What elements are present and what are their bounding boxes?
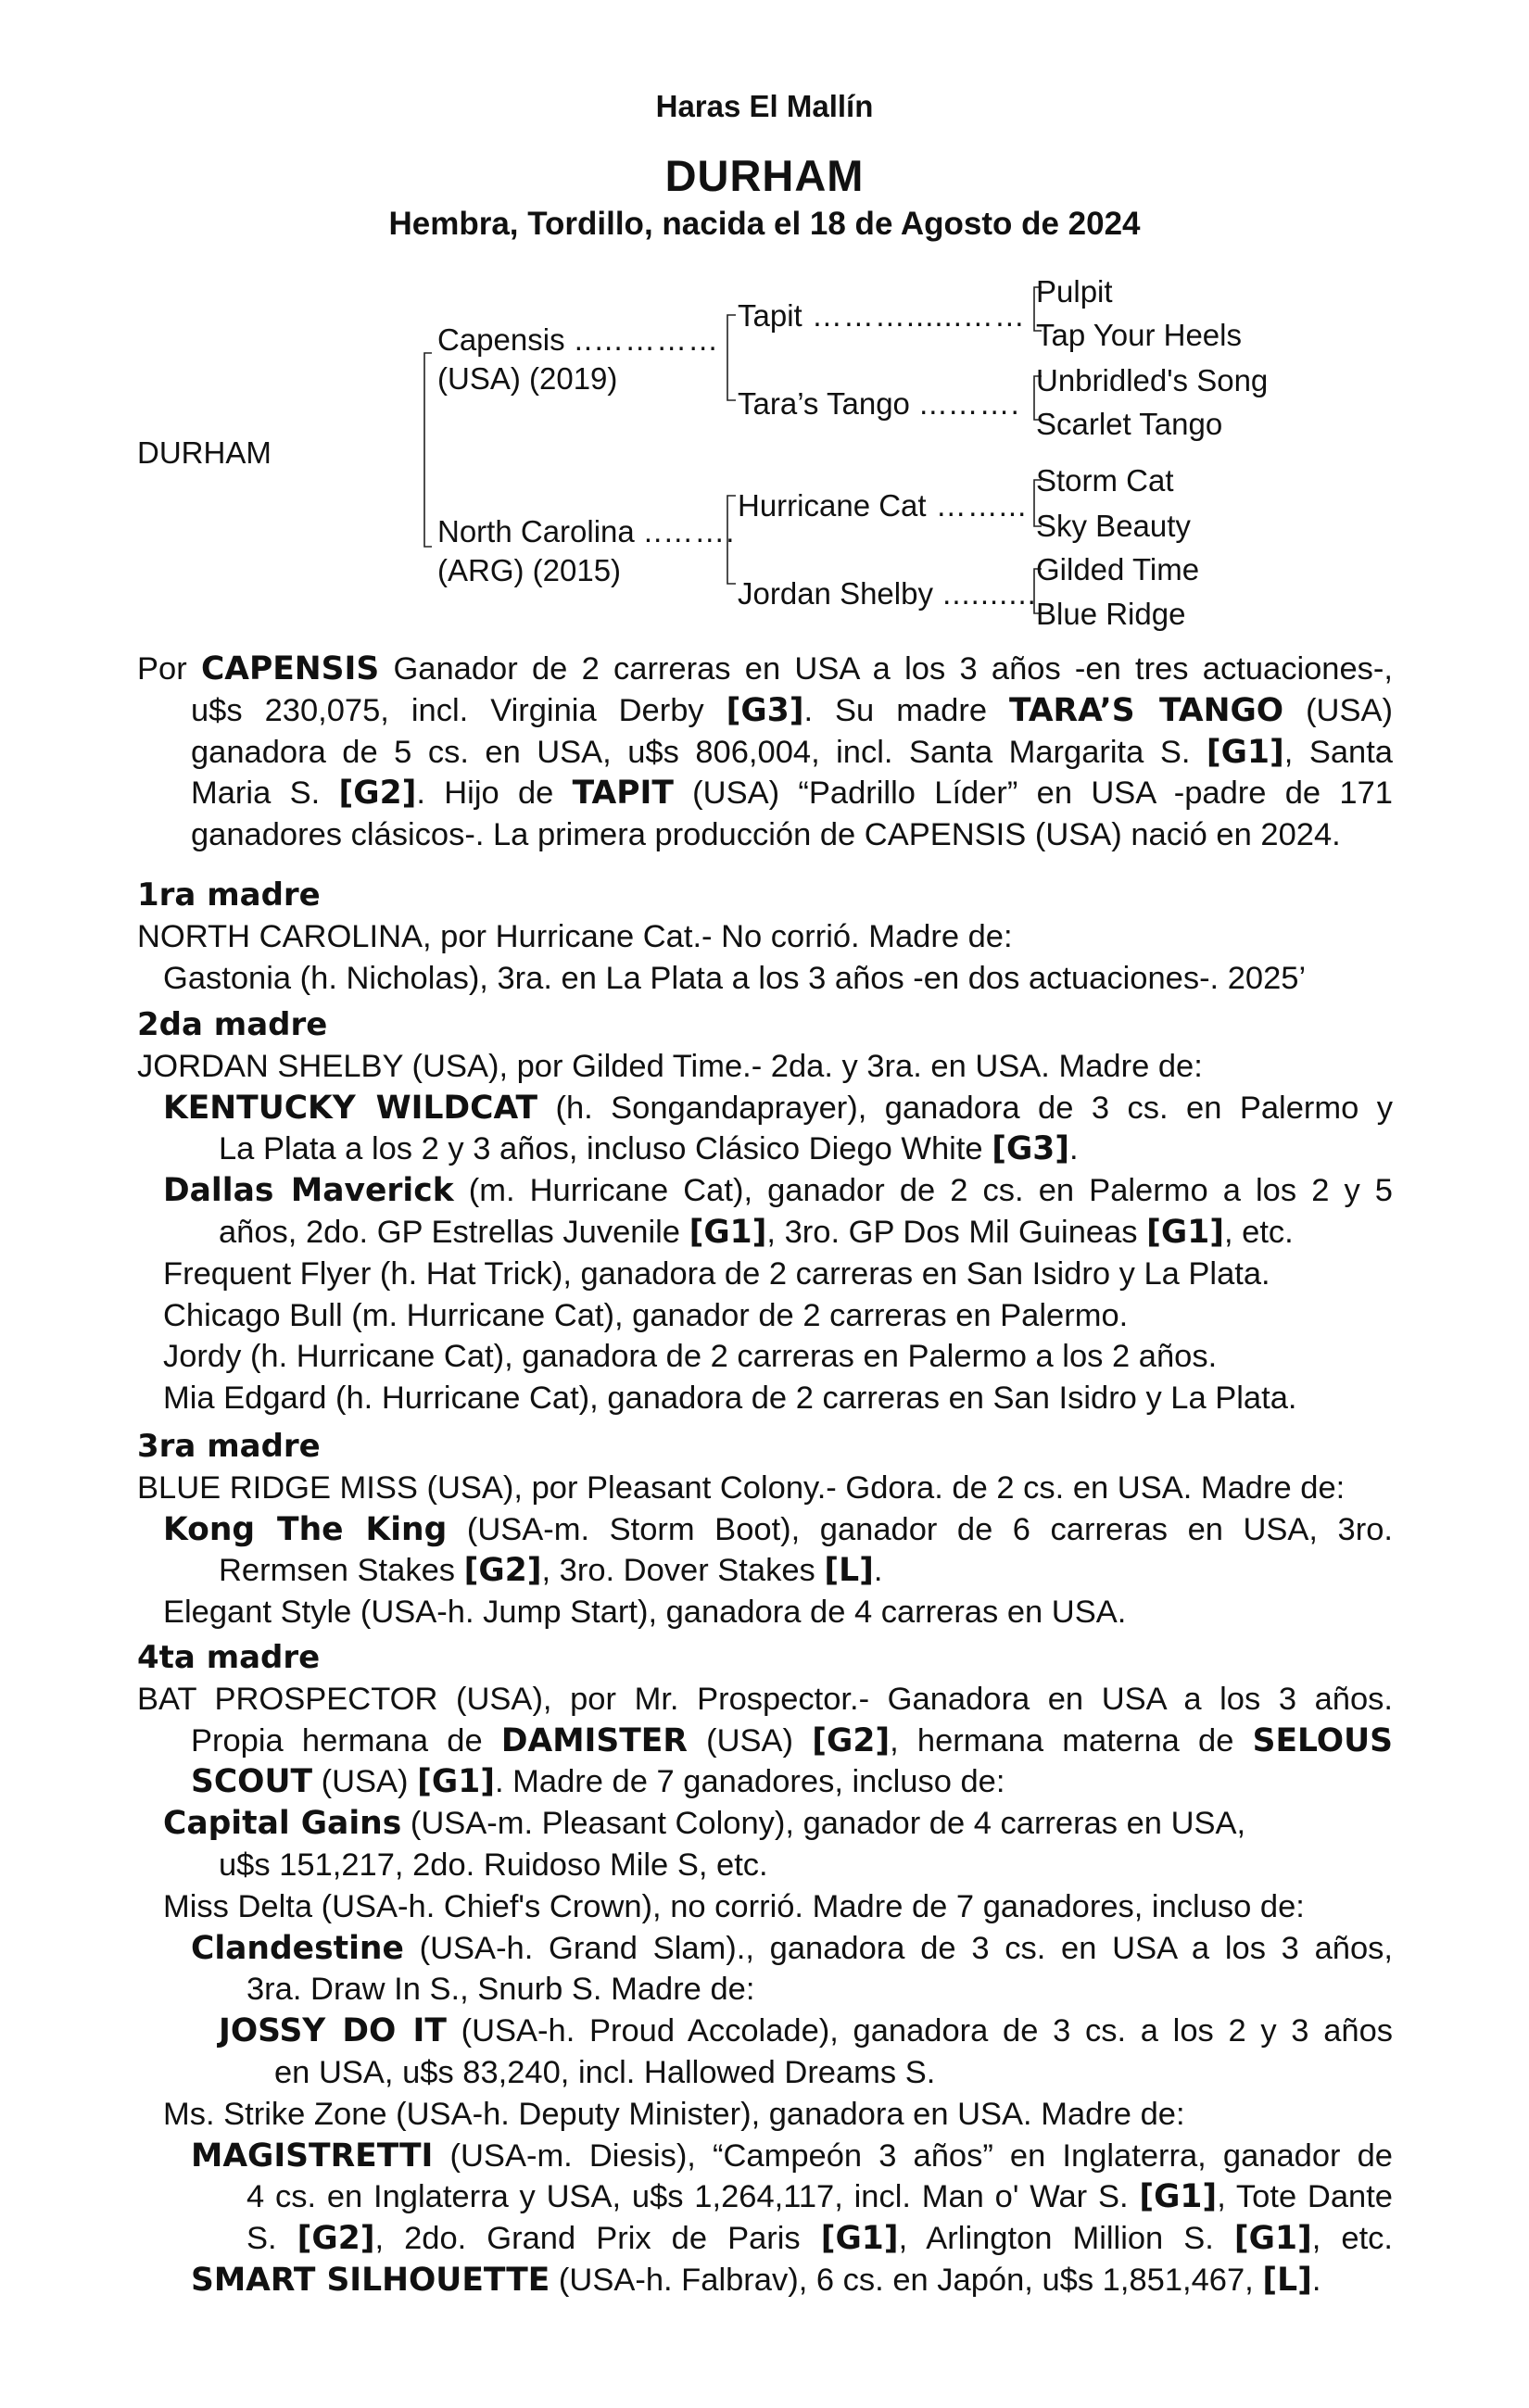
produce-line: Mia Edgard (h. Hurricane Cat), ganadora de 2 carreras en San Isidro y La Plata. xyxy=(163,1381,1297,1417)
pedigree-great-grandparent: Gilded Time xyxy=(1036,552,1200,586)
pedigree-dam-origin: (ARG) (2015) xyxy=(437,553,622,587)
section-heading: 1ra madre xyxy=(137,876,321,914)
grandparent-name: Tapit xyxy=(738,298,802,333)
breeder-name: Haras El Mallín xyxy=(655,89,874,123)
pedigree-dam: North Carolina ..……. xyxy=(437,514,736,548)
section-heading: 4ta madre xyxy=(137,1639,321,1676)
pedigree-grandparent: Jordan Shelby .......... xyxy=(738,576,1037,611)
section-heading: 2da madre xyxy=(137,1006,328,1043)
first-dam-section xyxy=(137,875,1393,999)
produce-line: 4 cs. en Inglaterra y USA, u$s 1,264,117, incl. Man o' War S. [G1], Tote Dante xyxy=(246,2178,1393,2216)
grandparent-name: Tara’s Tango xyxy=(738,386,910,421)
second-dam-section xyxy=(137,1004,1393,1419)
produce-line: Miss Delta (USA-h. Chief's Crown), no corrió. Madre de 7 ganadores, incluso de: xyxy=(163,1888,1305,1924)
pedigree-great-grandparent: Tap Your Heels xyxy=(1036,318,1242,352)
dam-line: BAT PROSPECTOR (USA), por Mr. Prospector.- Ganadora en USA a los 3 años. xyxy=(137,1681,1393,1717)
produce-line: Ms. Strike Zone (USA-h. Deputy Minister), ganadora en USA. Madre de: xyxy=(163,2096,1185,2132)
produce-line: MAGISTRETTI (USA-m. Diesis), “Campeón 3 años” en Inglaterra, ganador de xyxy=(191,2137,1393,2175)
horse-description: Hembra, Tordillo, nacida el 18 de Agosto de 2024 xyxy=(388,206,1141,242)
produce-line: Clandestine (USA-h. Grand Slam)., ganadora de 3 cs. en USA a los 3 años, xyxy=(191,1929,1393,1967)
pedigree-grandparent: Tara’s Tango ...……. xyxy=(738,386,1020,421)
pedigree-grandparent: Hurricane Cat ……... xyxy=(738,488,1028,523)
pedigree-sire: Capensis ..………… xyxy=(437,322,720,357)
sire-line: u$s 230,075, incl. Virginia Derby [G3]. Su madre TARA’S TANGO (USA) xyxy=(191,691,1393,729)
sire-line: Por CAPENSIS Ganador de 2 carreras en USA a los 3 años -en tres actuaciones-, xyxy=(137,650,1393,687)
sire-paragraph xyxy=(137,649,1393,856)
produce-line: Kong The King (USA-m. Storm Boot), ganador de 6 carreras en USA, 3ro. xyxy=(163,1510,1394,1548)
dam-name: North Carolina xyxy=(437,514,635,548)
produce-line: u$s 151,217, 2do. Ruidoso Mile S, etc. xyxy=(219,1847,768,1883)
sire-line: ganadores clásicos-. La primera producción de CAPENSIS (USA) nació en 2024. xyxy=(191,817,1341,853)
pedigree-grandparent: Tapit ………......…… xyxy=(738,298,1026,333)
produce-line: Rermsen Stakes [G2], 3ro. Dover Stakes [L]. xyxy=(219,1552,883,1590)
sire-line: Maria S. [G2]. Hijo de TAPIT (USA) “Padrillo Líder” en USA -padre de 171 xyxy=(191,775,1393,813)
pedigree-great-grandparent: Storm Cat xyxy=(1036,463,1174,498)
dam-line: NORTH CAROLINA, por Hurricane Cat.- No corrió. Madre de: xyxy=(137,918,1013,954)
dam-line: JORDAN SHELBY (USA), por Gilded Time.- 2da. y 3ra. en USA. Madre de: xyxy=(137,1048,1203,1084)
produce-line: Gastonia (h. Nicholas), 3ra. en La Plata a los 3 años -en dos actuaciones-. 2025’ xyxy=(163,960,1307,996)
produce-line: KENTUCKY WILDCAT (h. Songandaprayer), ganadora de 3 cs. en Palermo y xyxy=(163,1089,1393,1127)
dam-line: SCOUT (USA) [G1]. Madre de 7 ganadores, incluso de: xyxy=(191,1763,1005,1801)
sire-name: Capensis xyxy=(437,322,565,357)
produce-line: en USA, u$s 83,240, incl. Hallowed Dreams S. xyxy=(274,2054,936,2090)
pedigree-great-grandparent: Sky Beauty xyxy=(1036,509,1191,543)
pedigree-great-grandparent: Unbridled's Song xyxy=(1036,363,1269,397)
section-heading: 3ra madre xyxy=(137,1428,321,1465)
pedigree-great-grandparent: Blue Ridge xyxy=(1036,597,1186,631)
pedigree-subject: DURHAM xyxy=(137,435,272,470)
dam-line: Propia hermana de DAMISTER (USA) [G2], hermana materna de SELOUS xyxy=(191,1721,1393,1759)
sire-highlight: CAPENSIS xyxy=(200,650,380,687)
dam-line: BLUE RIDGE MISS (USA), por Pleasant Colony.- Gdora. de 2 cs. en USA. Madre de: xyxy=(137,1469,1346,1506)
horse-name-title: DURHAM xyxy=(664,151,865,200)
produce-line: años, 2do. GP Estrellas Juvenile [G1], 3ro. GP Dos Mil Guineas [G1], etc. xyxy=(219,1213,1294,1251)
produce-line: Jordy (h. Hurricane Cat), ganadora de 2 carreras en Palermo a los 2 años. xyxy=(163,1339,1218,1375)
produce-line: 3ra. Draw In S., Snurb S. Madre de: xyxy=(246,1972,755,2008)
produce-line: Elegant Style (USA-h. Jump Start), ganadora de 4 carreras en USA. xyxy=(163,1595,1127,1631)
produce-line: Chicago Bull (m. Hurricane Cat), ganador de 2 carreras en Palermo. xyxy=(163,1297,1129,1333)
produce-line: Capital Gains (USA-m. Pleasant Colony), ganador de 4 carreras en USA, xyxy=(163,1805,1246,1843)
produce-line: SMART SILHOUETTE (USA-h. Falbrav), 6 cs. en Japón, u$s 1,851,467, [L]. xyxy=(191,2261,1321,2299)
grandparent-name: Jordan Shelby xyxy=(738,576,933,611)
pedigree-great-grandparent: Scarlet Tango xyxy=(1036,407,1223,441)
third-dam-section xyxy=(137,1426,1393,1633)
produce-line: La Plata a los 2 y 3 años, incluso Clásico Diego White [G3]. xyxy=(219,1130,1079,1168)
produce-line: S. [G2], 2do. Grand Prix de Paris [G1], Arlington Million S. [G1], etc. xyxy=(246,2220,1393,2258)
produce-line: Frequent Flyer (h. Hat Trick), ganadora de 2 carreras en San Isidro y La Plata. xyxy=(163,1255,1270,1292)
pedigree-great-grandparent: Pulpit xyxy=(1036,274,1113,309)
produce-line: Dallas Maverick (m. Hurricane Cat), ganador de 2 cs. en Palermo a los 2 y 5 xyxy=(163,1172,1393,1210)
produce-line: JOSSY DO IT (USA-h. Proud Accolade), ganadora de 3 cs. a los 2 y 3 años xyxy=(219,2012,1394,2050)
grandparent-name: Hurricane Cat xyxy=(738,488,927,523)
pedigree-sire-origin: (USA) (2019) xyxy=(437,361,618,396)
fourth-dam-section xyxy=(137,1637,1393,2301)
sire-line: ganadora de 5 cs. en USA, u$s 806,004, incl. Santa Margarita S. [G1], Santa xyxy=(191,733,1393,771)
